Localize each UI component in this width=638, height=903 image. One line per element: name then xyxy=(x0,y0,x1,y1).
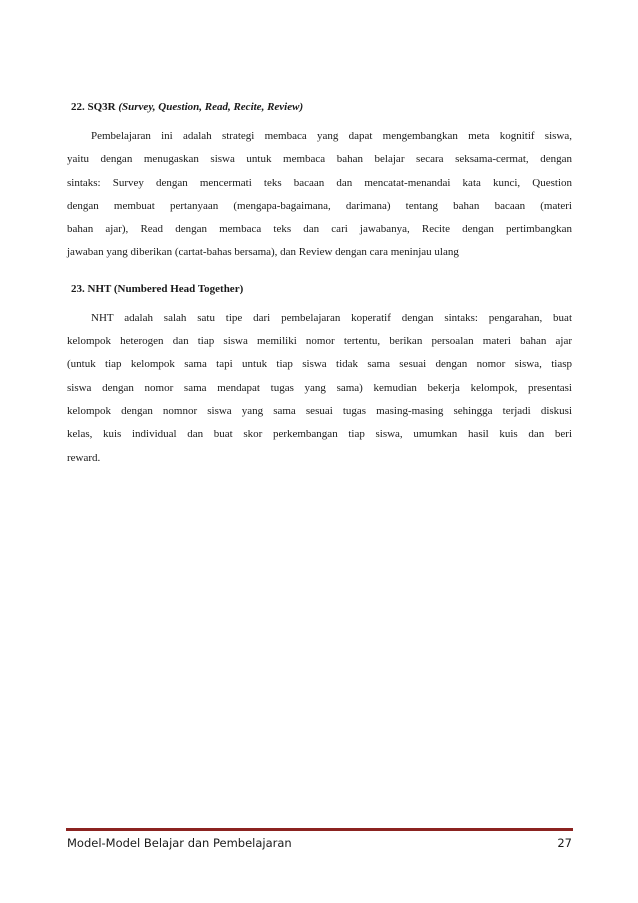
section-22-number: 22. xyxy=(71,101,85,113)
paragraph-line: (untuk tiap kelompok sama tapi untuk tiap siswa tidak sama sesuai dengan nomor siswa, tiasp xyxy=(67,358,572,371)
paragraph-line: NHT adalah salah satu tipe dari pembelajaran koperatif dengan sintaks: pengarahan, buat xyxy=(91,311,572,324)
paragraph-line: kelas, kuis individual dan buat skor perkembangan tiap siswa, umumkan hasil kuis dan beri xyxy=(67,428,572,441)
section-23-heading xyxy=(71,281,572,297)
paragraph-line: Pembelajaran ini adalah strategi membaca yang dapat mengembangkan meta kognitif siswa, xyxy=(91,130,572,142)
paragraph-line: kelompok dengan nomnor siswa yang sama sesuai tugas masing-masing sehingga terjadi diskusi xyxy=(67,404,572,417)
page-content xyxy=(67,99,572,470)
paragraph-line: yaitu dengan menugaskan siswa untuk membaca bahan belajar secara seksama-cermat, dengan xyxy=(67,153,572,166)
section-23-paragraph xyxy=(67,307,572,470)
paragraph-line: siswa dengan nomor sama mendapat tugas yang sama) kemudian bekerja kelompok, presentasi xyxy=(67,381,572,394)
section-22-subtitle: (Survey, Question, Read, Recite, Review) xyxy=(118,101,304,113)
paragraph-line: sintaks: Survey dengan mencermati teks bacaan dan mencatat-menandai kata kunci, Question xyxy=(67,176,572,189)
paragraph-line: kelompok heterogen dan tiap siswa memiliki nomor tertentu, berikan persoalan materi bahan ajar xyxy=(67,335,572,348)
paragraph-line: jawaban yang diberikan (cartat-bahas bersama), dan Review dengan cara meninjau ulang xyxy=(67,246,459,259)
section-22-heading xyxy=(71,99,572,115)
footer-title: Model-Model Belajar dan Pembelajaran xyxy=(67,836,292,850)
paragraph-line: bahan ajar), Read dengan membaca teks dan cari jawabanya, Recite dengan pertimbangkan xyxy=(67,223,572,236)
paragraph-line: dengan membuat pertanyaan (mengapa-bagaimana, darimana) tentang bahan bacaan (materi xyxy=(67,199,572,212)
section-23-number: 23. xyxy=(71,282,85,295)
page-number: 27 xyxy=(557,836,572,850)
section-22-paragraph xyxy=(67,125,572,265)
footer-rule xyxy=(66,828,573,831)
section-23-title: NHT (Numbered Head Together) xyxy=(87,282,244,295)
section-22-title: SQ3R xyxy=(87,101,116,113)
paragraph-line: reward. xyxy=(67,451,101,464)
